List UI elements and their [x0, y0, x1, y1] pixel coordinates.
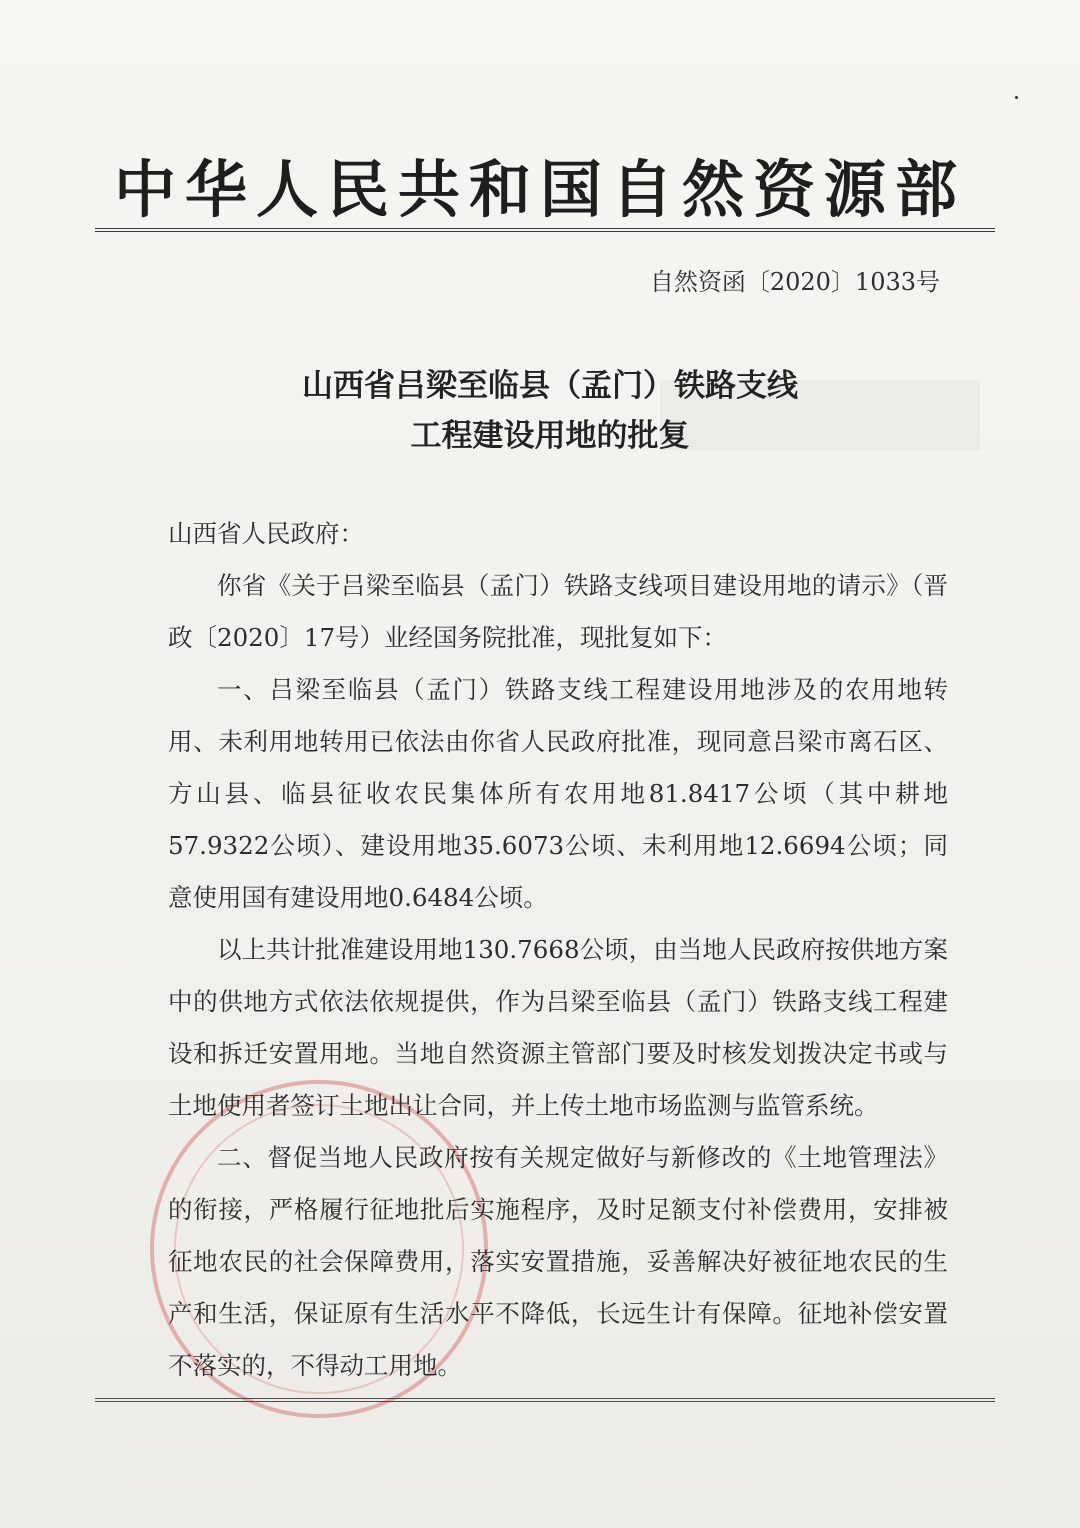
header-divider	[95, 228, 995, 238]
document-title-line-1: 山西省吕梁至临县（孟门）铁路支线	[302, 368, 798, 404]
ministry-header: 中华人民共和国自然资源部	[113, 153, 966, 226]
document-title-line-2: 工程建设用地的批复	[410, 418, 690, 454]
paper-speck	[1015, 96, 1018, 99]
paragraph-item-1: 一、吕梁至临县（孟门）铁路支线工程建设用地涉及的农用地转用、未利用地转用已依法由你省人民政府批准，现同意吕梁市离石区、方山县、临县征收农民集体所有农用地81.8417公顷（其中耕地57.9322公顷）、建设用地35.6073公顷、未利用地12.6694公顷；同意使用国有建设用地0.6484公顷。	[168, 675, 948, 912]
paragraph-item-2: 二、督促当地人民政府按有关规定做好与新修改的《土地管理法》的衔接，严格履行征地批后实施程序，及时足额支付补偿费用，安排被征地农民的社会保障费用，落实安置措施，妥善解决好被征地农民的生产和生活，保证原有生活水平不降低，长远生计有保障。征地补偿安置不落实的，不得动工用地。	[168, 1143, 948, 1380]
document-body	[168, 508, 948, 1392]
paragraph-intro: 你省《关于吕梁至临县（孟门）铁路支线项目建设用地的请示》（晋政〔2020〕17号）业经国务院批准，现批复如下：	[168, 571, 948, 652]
footer-divider	[95, 1398, 995, 1408]
document-number: 自然资函〔2020〕1033号	[649, 268, 940, 296]
recipient-line: 山西省人民政府：	[168, 519, 364, 548]
paragraph-total: 以上共计批准建设用地130.7668公顷，由当地人民政府按供地方案中的供地方式依法依规提供，作为吕梁至临县（孟门）铁路支线工程建设和拆迁安置用地。当地自然资源主管部门要及时核发划拨决定书或与土地使用者签订土地出让合同，并上传土地市场监测与监管系统。	[168, 935, 948, 1120]
